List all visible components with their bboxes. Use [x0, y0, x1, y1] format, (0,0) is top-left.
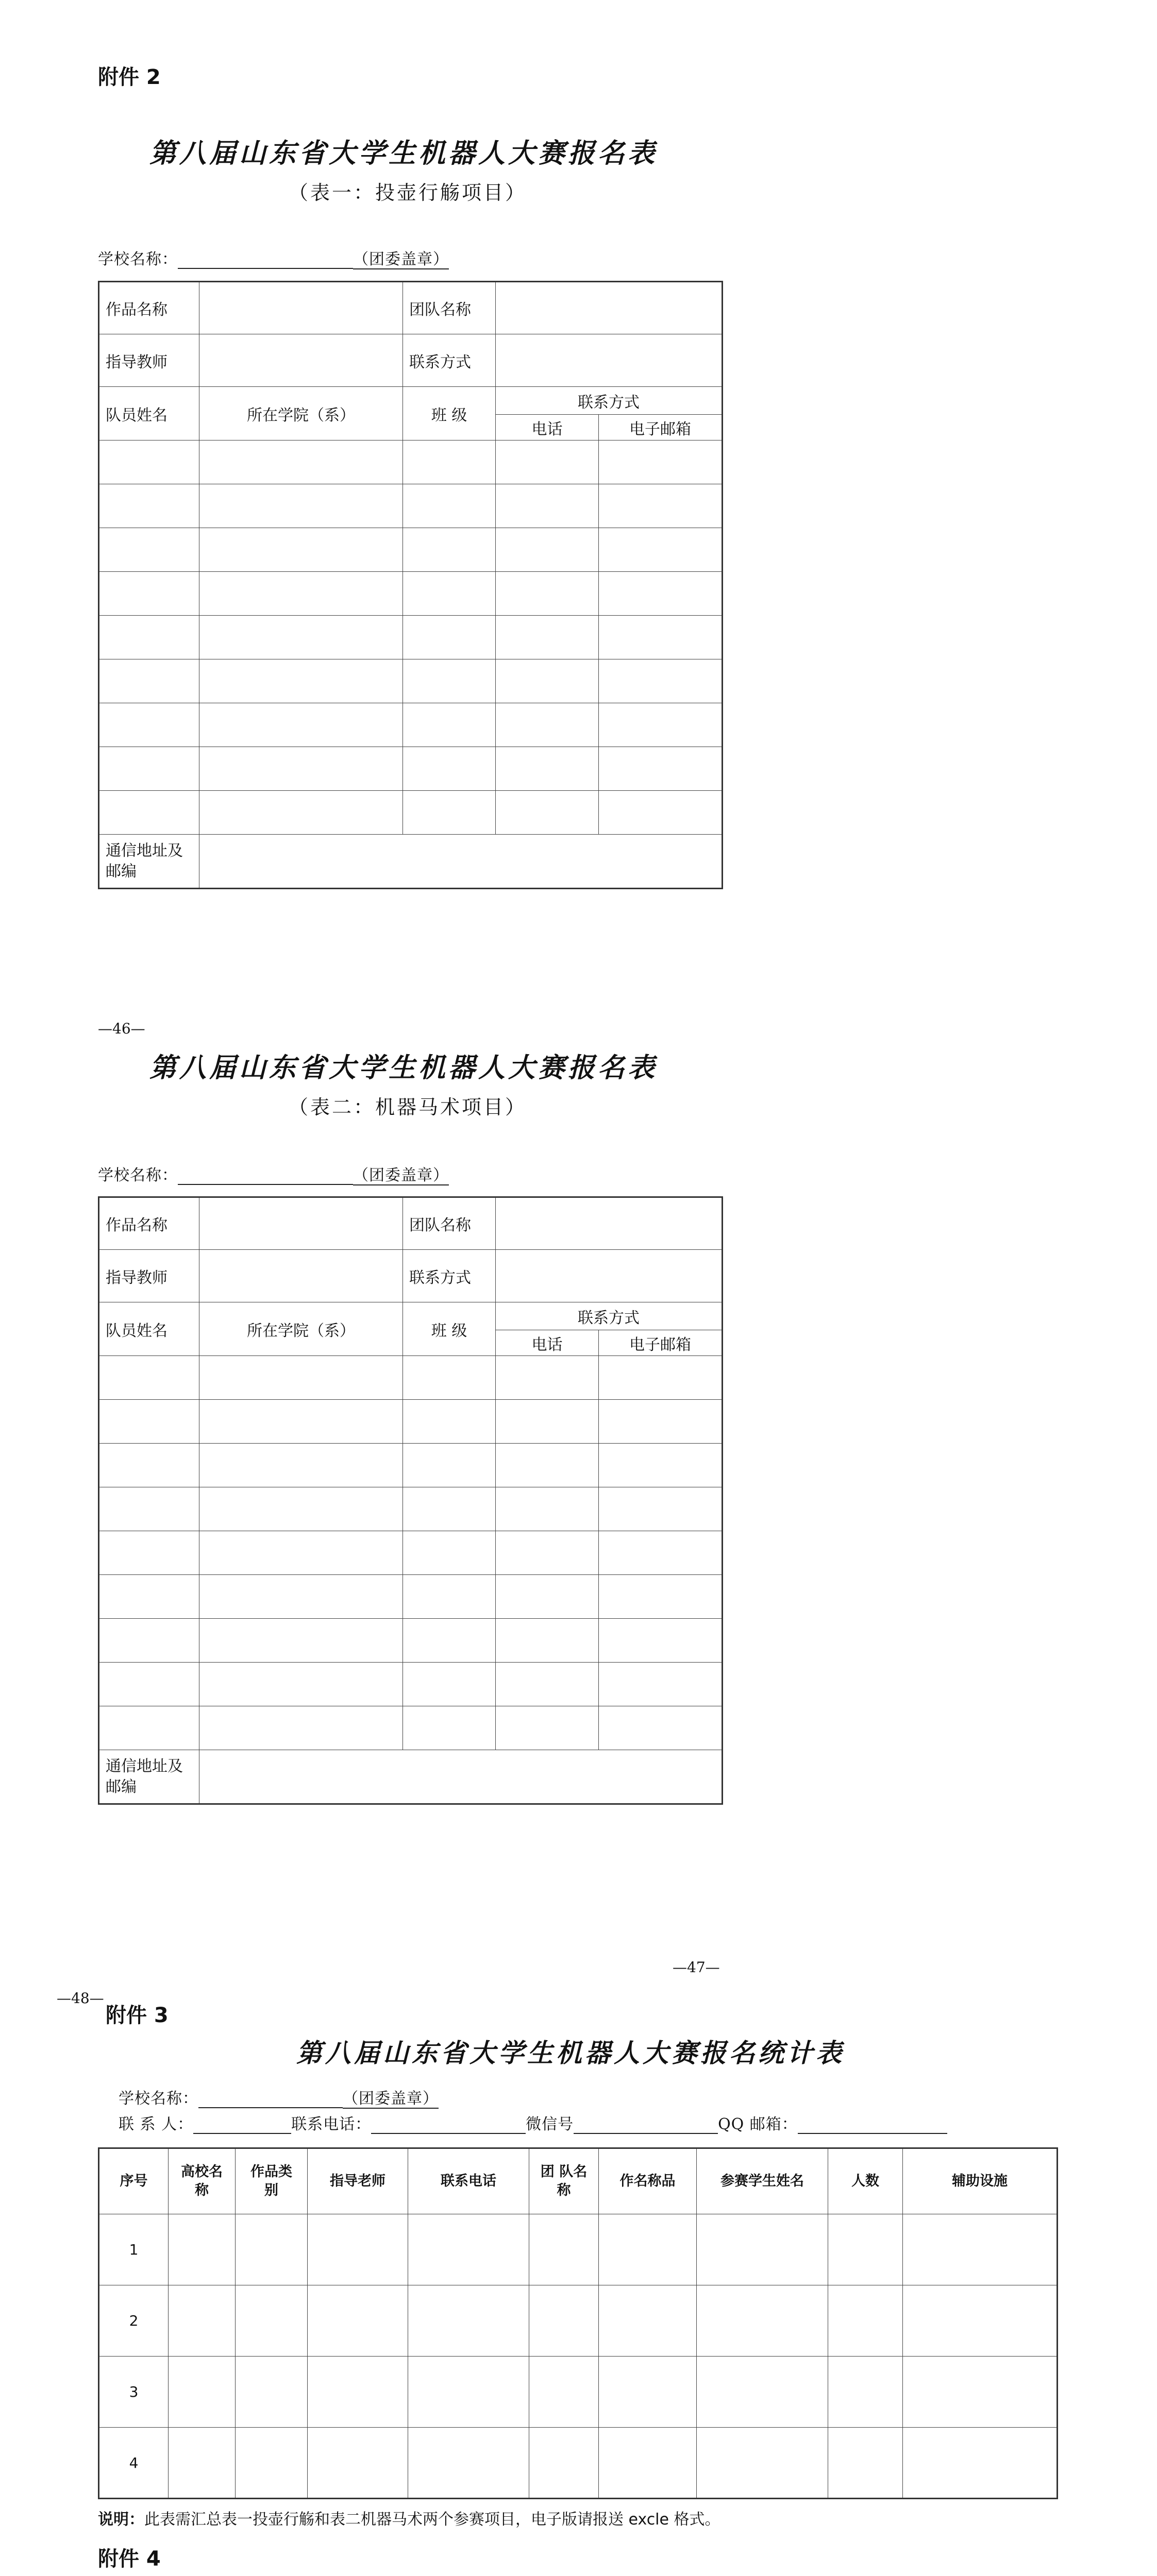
member-row: [99, 1619, 723, 1663]
col-header: 人数: [828, 2148, 903, 2214]
school-name-blank: [178, 252, 353, 269]
member-row: [99, 528, 723, 572]
col-header: 作名称品: [599, 2148, 697, 2214]
row-number: 2: [99, 2285, 169, 2357]
contact-phone-label: 联系电话：: [291, 2115, 372, 2133]
member-row: [99, 1487, 723, 1531]
school-name-blank: [198, 2092, 343, 2108]
school-name-label: 学校名称：: [119, 2090, 198, 2108]
work-name-label: 作品名称: [99, 282, 199, 334]
advisor-cell: [199, 1250, 403, 1302]
wechat-blank: [574, 2117, 718, 2134]
annex-label: 附件 3: [106, 2004, 169, 2027]
seal-label: （团委盖章）: [343, 2090, 439, 2108]
col-header: 参赛学生姓名: [697, 2148, 828, 2214]
note-label: 说明：: [98, 2511, 144, 2529]
school-name-label: 学校名称：: [98, 1166, 178, 1184]
form-title: 第八届山东省大学生机器人大赛报名表: [149, 1052, 658, 1083]
address-label: 通信地址及邮编: [99, 835, 199, 889]
contact-group-header: 联系方式: [496, 387, 723, 415]
member-name-header: 队员姓名: [99, 387, 199, 440]
advisor-label: 指导教师: [99, 334, 199, 387]
address-label: 通信地址及邮编: [99, 1750, 199, 1804]
contact-method-cell: [496, 1250, 723, 1302]
member-row: [99, 440, 723, 484]
member-row: [99, 572, 723, 616]
wechat-label: 微信号: [526, 2115, 574, 2133]
school-name-field: [98, 246, 449, 269]
page-number: —48—: [57, 1990, 104, 2007]
team-name-cell: [496, 282, 723, 334]
form-subtitle: （表一：投壶行觞项目）: [289, 181, 527, 204]
class-header: 班 级: [403, 387, 496, 440]
member-row: [99, 1706, 723, 1750]
member-row: [99, 1663, 723, 1706]
member-row: [99, 1356, 723, 1400]
table-row: [99, 2357, 1058, 2428]
school-name-blank: [178, 1168, 353, 1185]
col-header: 团 队名 称: [529, 2148, 599, 2214]
table-row: [99, 2428, 1058, 2499]
address-cell: [199, 1750, 723, 1804]
team-name-label: 团队名称: [403, 1197, 496, 1250]
contact-group-header: 联系方式: [496, 1302, 723, 1330]
seal-label: （团委盖章）: [353, 250, 449, 268]
member-row: [99, 659, 723, 703]
team-name-cell: [496, 1197, 723, 1250]
statistics-table: [98, 2147, 1058, 2499]
member-row: [99, 747, 723, 791]
contact-line: [119, 2111, 947, 2134]
work-name-cell: [199, 282, 403, 334]
work-name-label: 作品名称: [99, 1197, 199, 1250]
table-row: [99, 2285, 1058, 2357]
address-cell: [199, 835, 723, 889]
page-number: —47—: [673, 1959, 720, 1976]
member-row: [99, 703, 723, 747]
qq-email-blank: [798, 2117, 947, 2134]
work-name-cell: [199, 1197, 403, 1250]
member-row: [99, 1400, 723, 1444]
email-header: 电子邮箱: [599, 415, 723, 440]
col-header: 序号: [99, 2148, 169, 2214]
contact-person-label: 联 系 人：: [119, 2115, 194, 2133]
col-header: 作品类别: [236, 2148, 308, 2214]
contact-method-label: 联系方式: [403, 334, 496, 387]
team-name-label: 团队名称: [403, 282, 496, 334]
row-number: 3: [99, 2357, 169, 2428]
member-row: [99, 1444, 723, 1487]
col-header: 辅助设施: [903, 2148, 1058, 2214]
contact-method-cell: [496, 334, 723, 387]
member-row: [99, 1531, 723, 1575]
form-subtitle: （表二：机器马术项目）: [289, 1096, 527, 1118]
note-text: 此表需汇总表一投壶行觞和表二机器马术两个参赛项目，电子版请报送 excle 格式。: [144, 2511, 720, 2529]
college-header: 所在学院（系）: [199, 1302, 403, 1356]
class-header: 班 级: [403, 1302, 496, 1356]
phone-header: 电话: [496, 1330, 599, 1356]
col-header: 指导老师: [308, 2148, 408, 2214]
registration-table: [98, 281, 723, 889]
table-note: [98, 2506, 720, 2529]
member-name-header: 队员姓名: [99, 1302, 199, 1356]
annex-label: 附件 4: [98, 2547, 161, 2571]
contact-person-blank: [193, 2117, 291, 2134]
advisor-cell: [199, 334, 403, 387]
member-row: [99, 791, 723, 835]
row-number: 4: [99, 2428, 169, 2499]
contact-phone-blank: [371, 2117, 526, 2134]
qq-email-label: QQ 邮箱：: [718, 2115, 798, 2133]
college-header: 所在学院（系）: [199, 387, 403, 440]
advisor-label: 指导教师: [99, 1250, 199, 1302]
school-name-field: [119, 2086, 439, 2108]
row-number: 1: [99, 2214, 169, 2285]
table-row: [99, 2214, 1058, 2285]
page-number: —46—: [98, 1020, 145, 1037]
school-name-label: 学校名称：: [98, 250, 178, 268]
email-header: 电子邮箱: [599, 1330, 723, 1356]
member-row: [99, 484, 723, 528]
member-row: [99, 616, 723, 659]
form-title: 第八届山东省大学生机器人大赛报名表: [149, 138, 658, 169]
contact-method-label: 联系方式: [403, 1250, 496, 1302]
school-name-field: [98, 1162, 449, 1185]
member-row: [99, 1575, 723, 1619]
col-header: 高校名称: [169, 2148, 236, 2214]
form-title: 第八届山东省大学生机器人大赛报名统计表: [296, 2038, 845, 2068]
seal-label: （团委盖章）: [353, 1166, 449, 1184]
annex-label: 附件 2: [98, 65, 161, 89]
col-header: 联系电话: [408, 2148, 529, 2214]
phone-header: 电话: [496, 415, 599, 440]
registration-table: [98, 1196, 723, 1805]
